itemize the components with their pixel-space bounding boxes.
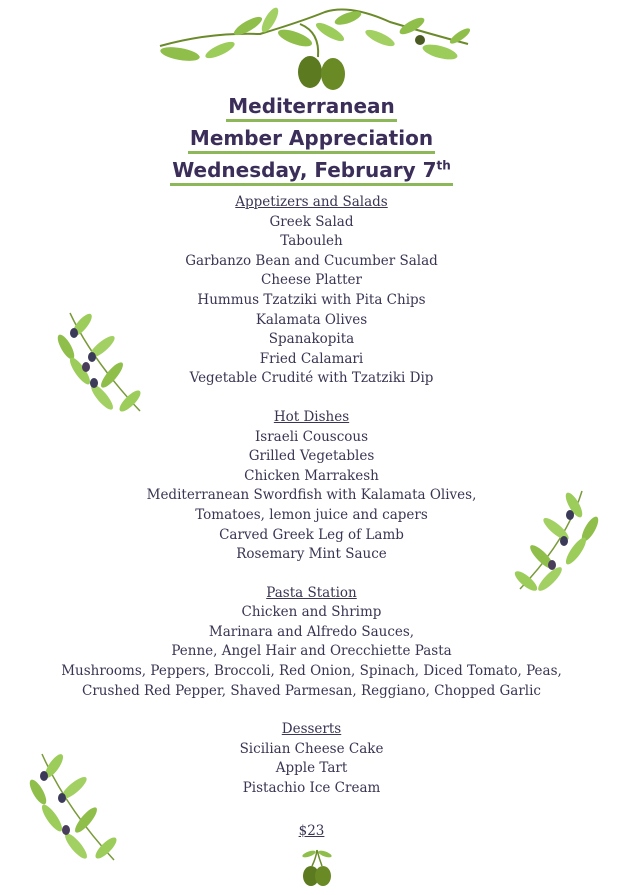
menu-item: Kalamata Olives <box>255 311 368 328</box>
menu-item: Pistachio Ice Cream <box>242 780 381 797</box>
price: $23 <box>298 823 325 839</box>
menu-item: Vegetable Crudité with Tzatziki Dip <box>189 370 434 387</box>
menu-item: Mushrooms, Peppers, Broccoli, Red Onion, Spinach, Diced Tomato, Peas, <box>61 663 562 680</box>
menu-item: Tomatoes, lemon juice and capers <box>195 506 428 523</box>
menu-item: Apple Tart <box>275 760 348 777</box>
menu-item: Penne, Angel Hair and Orecchiette Pasta <box>171 643 452 660</box>
title-date-suffix: th <box>436 158 451 173</box>
menu-item: Fried Calamari <box>259 350 364 367</box>
menu-item: Sicilian Cheese Cake <box>239 740 384 757</box>
menu-item: Chicken Marrakesh <box>244 467 379 484</box>
section-heading: Pasta Station <box>266 584 357 601</box>
menu-item: Israeli Couscous <box>254 428 369 445</box>
menu-title <box>0 93 623 189</box>
title-line-1: Mediterranean <box>226 93 397 122</box>
olive-pair-icon <box>300 848 334 888</box>
menu-item: Marinara and Alfredo Sauces, <box>208 623 415 640</box>
menu-section <box>0 408 623 565</box>
title-line-3 <box>170 157 453 186</box>
menu-item: Tabouleh <box>280 233 343 250</box>
menu-section <box>0 720 623 798</box>
menu-item: Cheese Platter <box>261 272 362 289</box>
menu-item: Hummus Tzatziki with Pita Chips <box>197 291 426 308</box>
menu-item: Chicken and Shrimp <box>241 604 382 621</box>
menu-section <box>0 584 623 702</box>
menu-item: Crushed Red Pepper, Shaved Parmesan, Reggiano, Chopped Garlic <box>81 682 541 699</box>
section-heading: Hot Dishes <box>273 408 350 425</box>
menu-item: Mediterranean Swordfish with Kalamata Olives, <box>146 487 477 504</box>
menu-item: Greek Salad <box>269 213 354 230</box>
menu-item: Garbanzo Bean and Cucumber Salad <box>185 252 438 269</box>
olive-branch-top-icon <box>150 2 475 94</box>
menu-item: Carved Greek Leg of Lamb <box>219 526 404 543</box>
menu-body <box>0 193 623 818</box>
menu-item: Spanakopita <box>268 331 355 348</box>
menu-item: Grilled Vegetables <box>248 448 375 465</box>
menu-item: Rosemary Mint Sauce <box>236 546 387 563</box>
section-heading: Desserts <box>281 721 342 738</box>
title-date: Wednesday, February 7 <box>172 158 437 182</box>
section-heading: Appetizers and Salads <box>235 194 388 210</box>
title-line-2: Member Appreciation <box>188 125 435 154</box>
menu-section <box>0 193 623 389</box>
